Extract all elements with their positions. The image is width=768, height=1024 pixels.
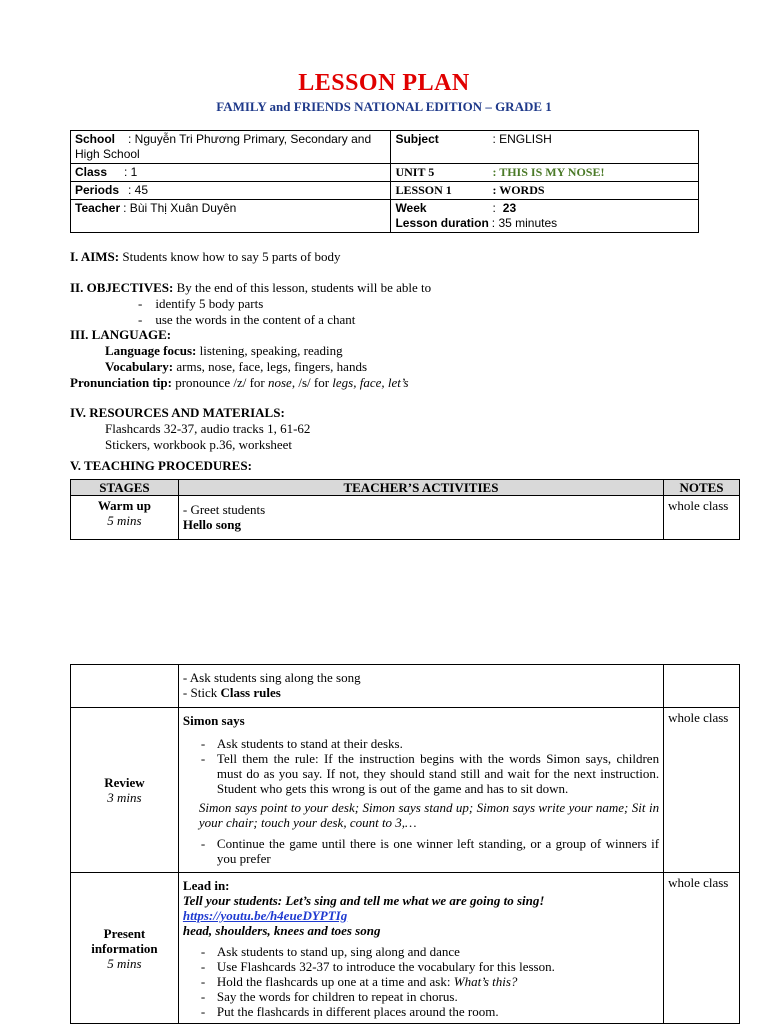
list-item: - Use Flashcards 32-37 to introduce the vocabulary for this lesson. — [201, 959, 659, 974]
stage-cell — [71, 873, 179, 1024]
procedures-table-continued — [70, 664, 740, 1024]
stage-time: 3 mins — [107, 790, 142, 805]
stage-name: Present — [103, 925, 146, 941]
stage-cell — [71, 496, 179, 540]
resources-line: Stickers, workbook p.36, worksheet — [105, 437, 293, 452]
list-item: - Tell them the rule: If the instruction begins with the words Simon says, children must do as you say. If not, they should stand still and wait for the next instruction. Student who gets this wrong is out of the game and has to sit down. — [201, 751, 659, 796]
language-section — [70, 327, 409, 391]
song-title: head, shoulders, knees and toes song — [182, 923, 381, 938]
activity-cell — [178, 873, 663, 1024]
resources-section — [70, 405, 310, 453]
activity-heading: Simon says — [182, 713, 245, 728]
activity-cell — [178, 496, 663, 540]
periods-cell — [71, 182, 391, 200]
header-notes: NOTES — [664, 480, 740, 496]
week-label: Week — [395, 201, 427, 215]
video-link[interactable]: https://youtu.be/h4eueDYPTIg — [182, 908, 348, 923]
page-subtitle: FAMILY and FRIENDS NATIONAL EDITION – GRADE 1 — [216, 99, 552, 114]
objective-item: - identify 5 body parts — [138, 296, 264, 311]
stage-name-line2: information — [91, 940, 158, 956]
class-value: : 1 — [124, 165, 138, 179]
table-row — [71, 665, 740, 708]
teacher-cell — [71, 200, 391, 233]
header-stages: STAGES — [71, 480, 179, 496]
week-value: 23 — [502, 201, 517, 215]
activity-line: Hello song — [182, 517, 242, 532]
activity-line: - Greet students — [182, 502, 266, 517]
lead-in-text: Tell your students: Let’s sing and tell me what we are going to sing! — [182, 893, 545, 908]
periods-label: Periods — [75, 183, 120, 197]
language-focus: Language focus: listening, speaking, reading — [105, 343, 343, 358]
objective-item: - use the words in the content of a chant — [138, 312, 356, 327]
list-item: - Continue the game until there is one winner left standing, or a group of winners if you prefer — [201, 836, 659, 866]
stage-cell — [71, 665, 179, 708]
page-title: LESSON PLAN — [298, 70, 470, 96]
lesson-value: : WORDS — [492, 183, 545, 197]
activity-cell — [178, 708, 663, 873]
note-cell: whole class — [664, 873, 740, 1024]
pronunciation-tip: Pronunciation tip: pronounce /z/ for nose, /s/ for legs, face, let’s — [70, 375, 409, 390]
note-cell: whole class — [664, 496, 740, 540]
school-label: School — [75, 132, 116, 146]
activity-heading: Lead in: — [182, 878, 230, 893]
procedures-label: V. TEACHING PROCEDURES: — [70, 458, 252, 473]
stage-time: 5 mins — [107, 513, 142, 528]
table-row — [71, 873, 740, 1024]
activity-line: - Stick Class rules — [182, 685, 281, 700]
list-item: - Hold the flashcards up one at a time and ask: What’s this? — [201, 974, 659, 989]
teacher-label: Teacher — [75, 201, 121, 215]
lesson-info-table — [70, 130, 699, 233]
note-cell: whole class — [664, 708, 740, 873]
unit-cell — [391, 164, 699, 182]
note-cell — [664, 665, 740, 708]
school-cell — [71, 131, 391, 164]
language-label: III. LANGUAGE: — [70, 327, 172, 342]
week-colon: : — [492, 201, 496, 215]
list-item: - Put the flashcards in different places around the room. — [201, 1004, 659, 1019]
resources-label: IV. RESOURCES AND MATERIALS: — [70, 405, 285, 420]
header-activities: TEACHER’S ACTIVITIES — [178, 480, 663, 496]
objectives-label: II. OBJECTIVES: — [70, 280, 174, 295]
objectives-section — [70, 280, 431, 328]
lesson-cell — [391, 182, 699, 200]
objectives-text: By the end of this lesson, students will be able to — [173, 280, 432, 295]
table-row — [71, 496, 740, 540]
list-item: - Say the words for children to repeat in chorus. — [201, 989, 659, 1004]
class-label: Class — [75, 165, 108, 179]
subject-value: : ENGLISH — [492, 132, 552, 146]
aims-label: I. AIMS: — [70, 249, 120, 264]
unit-value: : THIS IS MY NOSE! — [492, 165, 605, 179]
lesson-label: LESSON 1 — [395, 183, 452, 197]
table-row — [71, 708, 740, 873]
stage-name: Warm up — [97, 498, 151, 513]
stage-time: 5 mins — [107, 955, 142, 971]
stage-cell — [71, 708, 179, 873]
duration-value: : 35 minutes — [491, 216, 558, 230]
duration-label: Lesson duration — [395, 216, 489, 230]
unit-label: UNIT 5 — [395, 165, 435, 179]
teacher-value: : Bùi Thị Xuân Duyên — [123, 201, 237, 215]
subject-cell — [391, 131, 699, 164]
periods-value: : 45 — [128, 183, 149, 197]
school-value: : Nguyễn Tri Phương Primary, Secondary and High School — [75, 132, 372, 161]
stage-name: Review — [104, 775, 145, 790]
subject-label: Subject — [395, 132, 439, 146]
vocabulary: Vocabulary: arms, nose, face, legs, fingers, hands — [105, 359, 367, 374]
example-text: Simon says point to your desk; Simon says stand up; Simon says write your name; Sit in your chair; touch your desk, count to 3,… — [198, 800, 660, 830]
aims-text: Students know how to say 5 parts of body — [119, 249, 341, 264]
activity-cell — [178, 665, 663, 708]
activity-line: - Ask students sing along the song — [182, 670, 361, 685]
list-item: - Ask students to stand at their desks. — [201, 736, 659, 751]
aims-section — [70, 249, 340, 265]
week-duration-cell — [391, 200, 699, 233]
resources-line: Flashcards 32-37, audio tracks 1, 61-62 — [105, 421, 311, 436]
class-cell — [71, 164, 391, 182]
list-item: - Ask students to stand up, sing along and dance — [201, 944, 659, 959]
procedures-table — [70, 479, 740, 540]
